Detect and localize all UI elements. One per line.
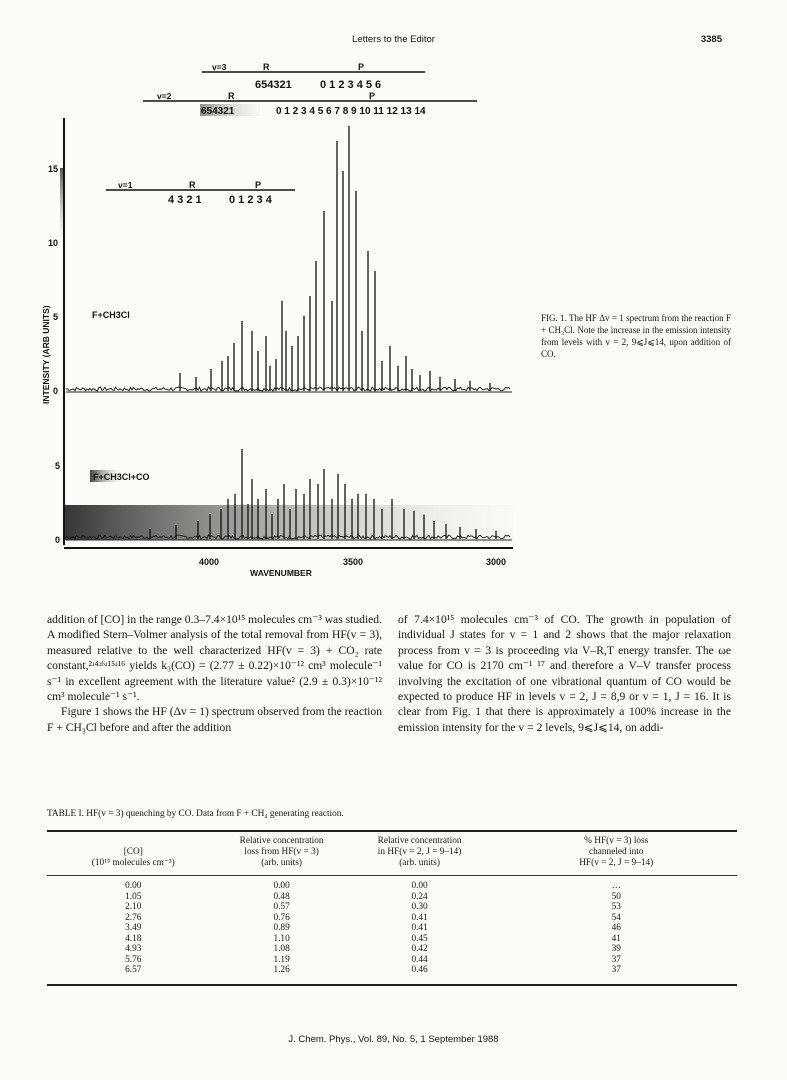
footer-citation: J. Chem. Phys., Vol. 89, No. 5, 1 September 1988 (288, 1034, 499, 1045)
table-row: 1.05 0.48 0.24 50 (125, 891, 621, 902)
v1-R-numbers: 4 3 2 1 (168, 194, 202, 206)
body-column-right (398, 612, 731, 735)
paragraph: addition of [CO] in the range 0.3–7.4×10¹⁵ molecules cm⁻³ was studied. A modified Stern–Volmer analysis of the total removal from HF(v = 3), measured relative to the well characterized HF(v = 3) + CO₂ rate constant,²ʴ⁴ʴ⁶ʴ¹⁵ʴ¹⁶ yields k₃(CO) = (2.77 ± 0.22)×10⁻¹² cm³ molecule⁻¹ s⁻¹ in excellent agreement with the literature value² (2.9 ± 0.3)×10⁻¹² cm³ molecule⁻¹ s⁻¹. (47, 613, 383, 704)
trace-noise (66, 387, 510, 391)
table-row: 2.76 0.76 0.41 54 (125, 912, 621, 923)
trace-top-label: F+CH3Cl (92, 310, 130, 320)
v2-P-numbers: 0 1 2 3 4 5 6 7 8 9 10 11 12 13 14 (276, 106, 426, 117)
table-row: 0.00 0.00 0.00 … (125, 881, 621, 891)
column-header: % HF(v = 3) loss channeled into HF(v = 2, J = 9–14) (579, 836, 654, 868)
y-tick-0-lower: 0 (54, 535, 60, 545)
x-tick-3000: 3000 (485, 557, 507, 567)
v1-P-label: P (255, 180, 262, 190)
v1-label: v=1 (118, 180, 133, 190)
running-title: Letters to the Editor (352, 34, 435, 45)
table-caption: TABLE I. HF(v = 3) quenching by CO. Data from F + CH₄ generating reaction. (47, 809, 344, 819)
x-axis-label: WAVENUMBER (250, 568, 312, 578)
table-header-row (47, 832, 737, 875)
page-number: 3385 (700, 34, 722, 45)
v3-P-numbers: 0 1 2 3 4 5 6 (320, 79, 382, 91)
y-axis-label: INTENSITY (ARB UNITS) (41, 305, 51, 404)
running-head (0, 34, 787, 48)
level-assignments (106, 62, 477, 206)
y-tick-15: 15 (47, 164, 58, 174)
v2-label: v=2 (157, 91, 172, 101)
column-header: Relative concentration in HF(v = 2, J = 9–14) (arb. units) (377, 836, 462, 868)
table-row: 3.49 0.89 0.41 46 (125, 923, 621, 933)
y-tick-10: 10 (47, 238, 58, 248)
table-1 (47, 830, 737, 986)
table-bottom-rule (47, 984, 737, 986)
body-column-left (47, 612, 382, 735)
x-ticks (199, 557, 506, 567)
table-row: 4.93 1.08 0.42 39 (125, 944, 621, 954)
y-tick-5-lower: 5 (54, 461, 60, 471)
table-row: 6.57 1.26 0.46 37 (125, 965, 621, 975)
table-row: 4.18 1.10 0.45 41 (125, 933, 621, 944)
v2-R-label: R (228, 91, 235, 101)
x-tick-4000: 4000 (198, 557, 220, 567)
y-tick-5: 5 (52, 312, 58, 322)
y-tick-0: 0 (52, 386, 58, 396)
figure-caption: FIG. 1. The HF Δv = 1 spectrum from the reaction F + CH₃Cl. Note the increase in the emission intensity from levels with v = 2, 9⩽J⩽14, upon addition of CO. (541, 313, 731, 359)
table-row: 5.76 1.19 0.44 37 (125, 954, 621, 965)
v1-P-numbers: 0 1 2 3 4 (229, 194, 272, 206)
x-tick-3500: 3500 (342, 557, 364, 567)
v3-R-numbers: 654321 (255, 79, 292, 91)
table-row: 2.10 0.57 0.30 53 (125, 902, 621, 912)
top-spectrum-trace (66, 126, 510, 391)
trace-bottom-label: F+CH3Cl+CO (93, 472, 150, 482)
paragraph: of 7.4×10¹⁵ molecules cm⁻³ of CO. The growth in population of individual J states for v = 1 and 2 shows that the major relaxation process from v = 3 is proceeding via V–R,T energy transfer. The ωe value for CO is 2170 cm⁻¹ ¹⁷ and therefore a V–V transfer process involving the excitation of one vibrational quantum of CO would be expected to produce HF in levels v = 2, J = 8,9 or v = 1, J = 16. It is clear from Fig. 1 that there is approximately a 100% increase in the emission intensity for the v = 2 levels, 9⩽J⩽14, on addi- (398, 613, 731, 734)
v1-R-label: R (189, 180, 196, 190)
v3-R-label: R (263, 62, 270, 72)
v3-P-label: P (358, 62, 365, 72)
v2-R-numbers: 654321 (201, 106, 235, 117)
paragraph: Figure 1 shows the HF (Δv = 1) spectrum observed from the reaction F + CH₃Cl before and after the addition (47, 705, 382, 734)
column-header: [CO] (10¹⁵ molecules cm⁻³) (91, 847, 175, 868)
v3-label: v=3 (212, 62, 227, 72)
data-table (47, 832, 737, 984)
v2-P-label: P (369, 91, 376, 101)
column-header: Relative concentration loss from HF(v = 3) (arb. units) (239, 836, 324, 868)
